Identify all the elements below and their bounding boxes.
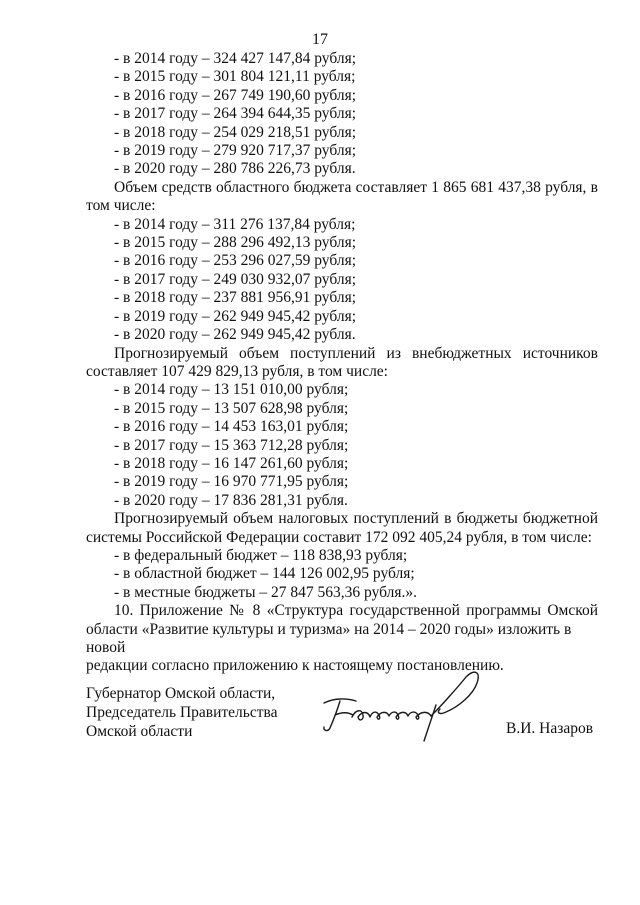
list-item: - в 2015 году – 301 804 121,11 рубля; — [114, 68, 356, 86]
list-item: - в 2020 году – 17 836 281,31 рубля. — [114, 491, 348, 509]
list-item: - в 2018 году – 237 881 956,91 рубля; — [114, 289, 357, 307]
paragraph-line: Объем средств областного бюджета составляет 1 865 681 437,38 рубля, в — [114, 178, 598, 196]
list-item: - в 2017 году – 264 394 644,35 рубля; — [114, 105, 357, 123]
tax-revenue-by-budget-list — [86, 547, 598, 602]
list-item: - в 2015 году – 288 296 492,13 рубля; — [114, 234, 357, 252]
document-body — [86, 50, 598, 676]
list-item: - в 2017 году – 15 363 712,28 рубля; — [114, 436, 349, 454]
tax-revenue-paragraph — [86, 510, 598, 547]
list-item: - в 2019 году – 262 949 945,42 рубля; — [114, 307, 357, 325]
paragraph-line: системы Российской Федерации составит 172 092 405,24 рубля, в том числе: — [86, 528, 592, 546]
paragraph-line: области «Развитие культуры и туризма» на 2014 – 2020 годы» изложить в новой — [86, 620, 572, 656]
extrabudgetary-paragraph — [86, 345, 598, 382]
list-item: - в местные бюджеты – 27 847 563,36 рубля.». — [114, 583, 418, 601]
list-item: - в 2018 году – 16 147 261,60 рубля; — [114, 454, 349, 472]
paragraph-line: редакции согласно приложению к настоящему постановлению. — [86, 657, 504, 675]
list-item: - в 2016 году – 253 296 027,59 рубля; — [114, 252, 357, 270]
list-item: - в 2014 году – 324 427 147,84 рубля; — [114, 50, 357, 67]
list-item: - в 2019 году – 279 920 717,37 рубля; — [114, 142, 357, 160]
regional-budget-by-year-list — [86, 216, 598, 345]
list-item: - в 2020 году – 262 949 945,42 рубля. — [114, 326, 356, 344]
extrabudgetary-by-year-list — [86, 381, 598, 510]
list-item: - в 2016 году – 14 453 163,01 рубля; — [114, 418, 349, 436]
signatory-title — [86, 684, 278, 741]
paragraph-line: Прогнозируемый объем налоговых поступлений в бюджеты бюджетной — [114, 510, 598, 528]
list-item: - в 2018 году – 254 029 218,51 рубля; — [114, 123, 357, 141]
handwritten-signature — [318, 665, 498, 750]
list-item: - в 2019 году – 16 970 771,95 рубля; — [114, 473, 349, 491]
signatory-title-line: Омской области — [86, 723, 193, 740]
list-item: - в 2014 году – 311 276 137,84 рубля; — [114, 215, 356, 233]
paragraph-line: составляет 107 429 829,13 рубля, в том числе: — [86, 362, 388, 380]
paragraph-line: 10. Приложение № 8 «Структура государственной программы Омской — [114, 602, 598, 620]
total-funding-by-year-list — [86, 50, 598, 179]
signer-name: В.И. Назаров — [506, 720, 594, 737]
list-item: - в 2017 году – 249 030 932,07 рубля; — [114, 270, 357, 288]
signatory-title-line: Председатель Правительства — [86, 704, 278, 721]
regional-budget-paragraph — [86, 179, 598, 216]
paragraph-line: Прогнозируемый объем поступлений из внебюджетных источников — [114, 344, 598, 362]
list-item: - в 2015 году – 13 507 628,98 рубля; — [114, 399, 349, 417]
list-item: - в 2014 году – 13 151 010,00 рубля; — [114, 381, 349, 399]
signatory-title-line: Губернатор Омской области, — [86, 685, 276, 702]
list-item: - в областной бюджет – 144 126 002,95 рубля; — [114, 565, 415, 583]
paragraph-line: том числе: — [86, 197, 156, 215]
page-number: 17 — [312, 31, 328, 48]
list-item: - в 2020 году – 280 786 226,73 рубля. — [114, 160, 356, 178]
list-item: - в 2016 году – 267 749 190,60 рубля; — [114, 86, 357, 104]
list-item: - в федеральный бюджет – 118 838,93 рубля; — [114, 546, 408, 564]
